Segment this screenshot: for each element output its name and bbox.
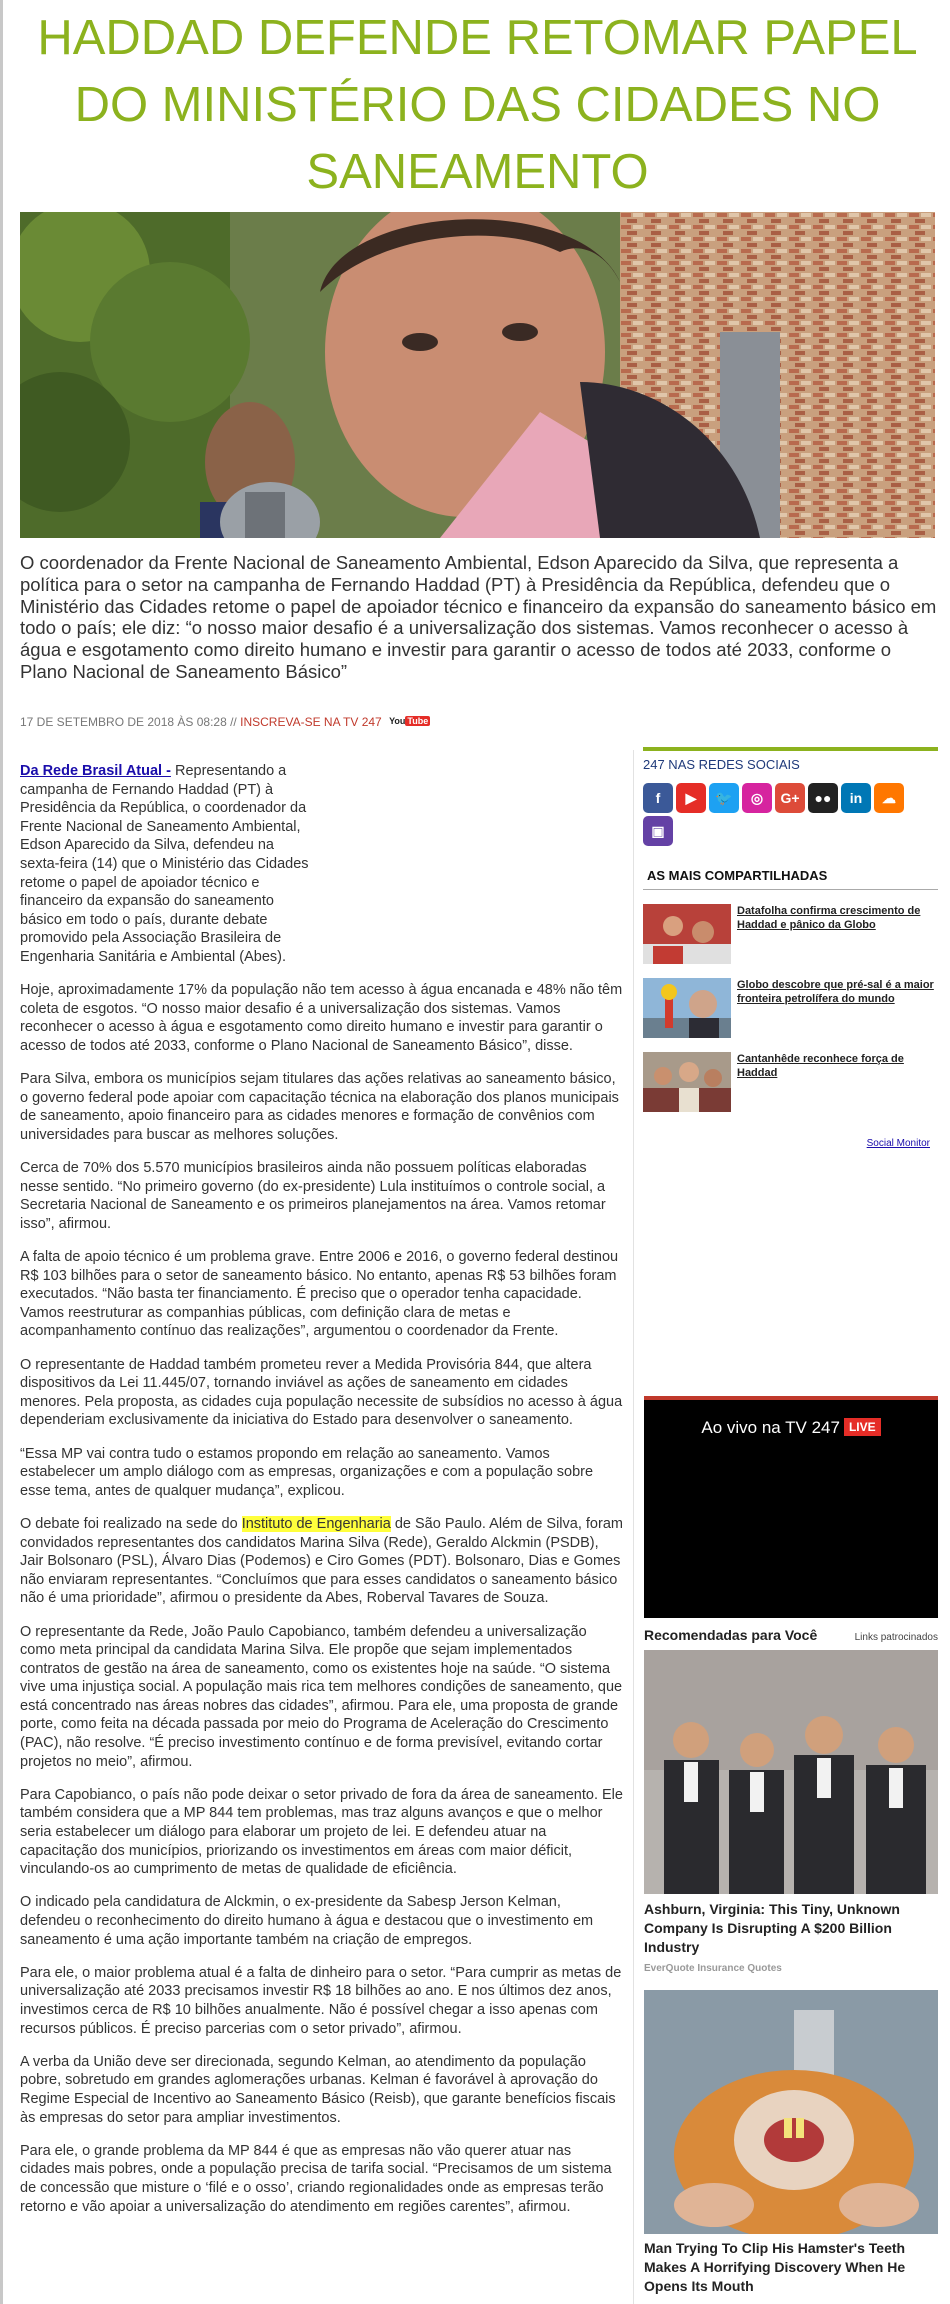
recommended-image-1[interactable] (644, 1650, 938, 1894)
google-plus-icon[interactable]: G+ (775, 783, 805, 813)
article-paragraph: Cerca de 70% dos 5.570 municípios brasileiros ainda não possuem políticas elaboradas nesse sentido. “No primeiro governo (do ex-presidente) Lula instituímos o controle social, a Secretaria Nacional de Saneamento e os primeiros planejamentos na área. Vamos retomar isso”, afirmou. (20, 1160, 606, 1232)
youtube-icon[interactable]: ▶ (676, 783, 706, 813)
article-paragraph: O debate foi realizado na sede do Instituto de Engenharia de São Paulo. Além de Silva, foram convidados representantes dos candidatos Marina Silva (Rede), Geraldo Alckmin (PSDB), Jair Bolsonaro (PSL), Álvaro Dias (Podemos) e Ciro Gomes (PDT). Bolsonaro, Dias e Gomes não enviaram representantes. “Concluímos que para esses candidatos o saneamento básico não é uma prioridade”, afirmou o presidente da Abes, Roberval Tavares de Souza. (20, 1515, 623, 1607)
recommended-image-2[interactable] (644, 1990, 938, 2234)
most-shared-link[interactable]: Globo descobre que pré-sal é a maior fronteira petrolífera do mundo (737, 979, 934, 1005)
recommended-header (644, 1627, 938, 1643)
article-meta (20, 715, 430, 729)
article-paragraph: Para ele, o grande problema da MP 844 é que as empresas não vão querer atuar nas cidades mais pobres, onde a população precisa de tarifa social. “Precisamos de um sistema de concessão que misture o ‘filé e o osso’, criando regionalidades onde as empresas terão retorno e vão apoiar a universalização do atendimento em regiões carentes”, afirmou. (20, 2142, 612, 2215)
article-paragraph: O indicado pela candidatura de Alckmin, o ex-presidente da Sabesp Jerson Kelman, defendeu o reconhecimento do direito humano à água e destacou que o investimento em saneamento é uma ação importante também na criação de empregos. (20, 1894, 594, 1948)
article-paragraph: Hoje, aproximadamente 17% da população não tem acesso à água encanada e 48% não têm coleta de esgotos. “O nosso maior desafio é a universalização dos sistemas. Vamos reconhecer o acesso à água e esgotamento como direito humano e investir para garantir o acesso de todos até 2033, conforme o Plano Nacional de Saneamento Básico”, disse. (20, 982, 623, 1054)
article-paragraph: A falta de apoio técnico é um problema grave. Entre 2006 e 2016, o governo federal destinou R$ 103 bilhões para o setor de saneamento básico. No entanto, apenas R$ 53 bilhões foram executados. “Não basta ter financiamento. É preciso que o operador tenha capacidade. Vamos reestruturar as companhias públicas, com definição clara de metas e acompanhamento contínuo das realizações”, argumentou o coordenador da Frente. (20, 1249, 619, 1340)
most-shared-thumbnail[interactable] (643, 1052, 731, 1112)
sponsored-label: Links patrocinados (854, 1632, 938, 1643)
publish-date: 17 DE SETEMBRO DE 2018 ÀS 08:28 (20, 715, 227, 729)
facebook-icon[interactable]: f (643, 783, 673, 813)
live-tv-player[interactable] (644, 1396, 938, 1618)
most-shared-link[interactable]: Cantanhêde reconhece força de Haddad (737, 1053, 904, 1079)
linkedin-icon[interactable]: in (841, 783, 871, 813)
article-paragraph: A verba da União deve ser direcionada, segundo Kelman, ao atendimento da população pobre, sobretudo em grandes aglomerações urbanas. Kelman é favorável à aprovação do Regime Especial de Incentivo ao Saneamento Básico (Reisb), que garante benefícios fiscais às empresas do setor para ampliar investimentos. (20, 2053, 616, 2126)
recommended-title-2[interactable]: Man Trying To Clip His Hamster's Teeth Makes A Horrifying Discovery When He Opens Its Mouth (644, 2240, 906, 2294)
recommended-heading: Recomendadas para Você (644, 1627, 818, 1643)
article-paragraph: O representante da Rede, João Paulo Capobianco, também defendeu a universalização como meta principal da candidata Marina Silva. Ele propõe que sejam implementados contratos de gestão na área de saneamento, como os existentes hoje na saúde. “O sistema vive uma injustiça social. A população mais rica tem melhores condições de saneamento, que está concentrado nas áreas nobres das cidades”, afirmou. Para ele, uma proposta de grande porte, como feita na década passada por meio do Programa de Aceleração do Crescimento (PAC), não resolve. “É preciso investimento contínuo e de forma previsível, evitando cortar projetos no meio”, afirmou. (20, 1623, 623, 1770)
live-badge: LIVE (844, 1418, 881, 1436)
youtube-icon[interactable]: You Tube (389, 716, 429, 726)
social-monitor-link[interactable]: Social Monitor (866, 1138, 930, 1149)
twitch-icon[interactable]: ▣ (643, 816, 673, 846)
highlighted-text: Instituto de Engenharia (241, 1515, 391, 1532)
article-paragraph: “Essa MP vai contra tudo o estamos propondo em relação ao saneamento. Vamos estabelecer um amplo diálogo com as empresas, organizações e com a população sobre esse tema, antes de qualquer mudança”, explicou. (20, 1445, 594, 1499)
soundcloud-icon[interactable]: ☁ (874, 783, 904, 813)
social-heading: 247 NAS REDES SOCIAIS (643, 747, 938, 777)
social-icons (643, 783, 915, 846)
most-shared-thumbnail[interactable] (643, 978, 731, 1038)
recommended-source-1: EverQuote Insurance Quotes (644, 1963, 782, 1974)
most-shared-link[interactable]: Datafolha confirma crescimento de Haddad e pânico da Globo (737, 905, 921, 931)
source-link[interactable]: Da Rede Brasil Atual - (20, 763, 171, 779)
page-left-border (0, 0, 3, 2304)
meta-separator: // (226, 715, 241, 729)
twitter-icon[interactable]: 🐦 (709, 783, 739, 813)
most-shared-item[interactable] (643, 978, 938, 1038)
article-paragraph: Para Capobianco, o país não pode deixar o setor privado de fora da área de saneamento. Ele também considera que a MP 844 tem problemas, mas traz alguns avanços e que o melhor seria estabelecer um diálogo para elaborar um projeto de lei. E defendeu atuar na capacitação dos municípios, priorizando os investimentos em áreas com maior déficit, vinculando-os ao cumprimento de metas de qualidade de eficiência. (20, 1786, 623, 1878)
subscribe-tv-link[interactable]: INSCREVA-SE NA TV 247 (240, 715, 382, 729)
hero-image (20, 212, 935, 538)
article-body (20, 762, 625, 2231)
most-shared-thumbnail[interactable] (643, 904, 731, 964)
column-divider (633, 750, 634, 2304)
instagram-icon[interactable]: ◎ (742, 783, 772, 813)
article-headline: HADDAD DEFENDE RETOMAR PAPEL DO MINISTÉRIO DAS CIDADES NO SANEAMENTO (37, 11, 918, 199)
most-shared-heading: AS MAIS COMPARTILHADAS (643, 868, 938, 890)
article-paragraph: Para Silva, embora os municípios sejam titulares das ações relativas ao saneamento básico, o governo federal pode apoiar com capacitação técnica na elaboração dos planos municipais de saneamento, apoio financeiro para as cidades menores e formação de convênios com universidades para buscar as melhores soluções. (20, 1071, 619, 1143)
most-shared-item[interactable] (643, 1052, 938, 1112)
live-tv-title: Ao vivo na TV 247 LIVE (644, 1418, 938, 1438)
article-paragraph: Para ele, o maior problema atual é a falta de dinheiro para o setor. “Para cumprir as metas de universalização até 2033 precisamos investir R$ 18 bilhões ao ano. E nos últimos dez anos, investimos cerca de R$ 10 bilhões anualmente. Não é possível chegar a isso apenas com recursos públicos. É preciso parcerias com o setor privado”, afirmou. (20, 1964, 622, 2037)
article-paragraph: Da Rede Brasil Atual - Representando a campanha de Fernando Haddad (PT) à Presidência da República, o coordenador da Frente Nacional de Saneamento Ambiental, Edson Aparecido da Silva, defendeu na sexta-feira (14) que o Ministério das Cidades retome o papel de apoiador técnico e financeiro da expansão do saneamento básico em todo o país, durante debate promovido pela Associação Brasileira de Engenharia Sanitária e Ambiental (Abes). (20, 763, 309, 965)
most-shared-item[interactable] (643, 904, 938, 964)
recommended-title-1[interactable]: Ashburn, Virginia: This Tiny, Unknown Company Is Disrupting A $200 Billion Industry (644, 1901, 900, 1955)
sidebar (643, 747, 938, 1149)
flickr-icon[interactable]: ●● (808, 783, 838, 813)
article-paragraph: O representante de Haddad também prometeu rever a Medida Provisória 844, que altera dispositivos da Lei 11.445/07, tornando inviável as ações de saneamento em cidades menores. Pela proposta, as cidades cuja população necessite de subsídios no acesso à água dependeriam exclusivamente da iniciativa do Estado para desenvolver o saneamento. (20, 1356, 623, 1429)
article-lead: O coordenador da Frente Nacional de Saneamento Ambiental, Edson Aparecido da Silva, que representa a política para o setor na campanha de Fernando Haddad (PT) à Presidência da República, defendeu que o Ministério das Cidades retome o papel de apoiador técnico e financeiro da expansão do saneamento básico em todo o país; ele diz: “o nosso maior desafio é a universalização dos sistemas. Vamos reconhecer o acesso à água e esgotamento como direito humano e investir para garantir o acesso de todos até 2033, conforme o Plano Nacional de Saneamento Básico” (20, 552, 937, 682)
